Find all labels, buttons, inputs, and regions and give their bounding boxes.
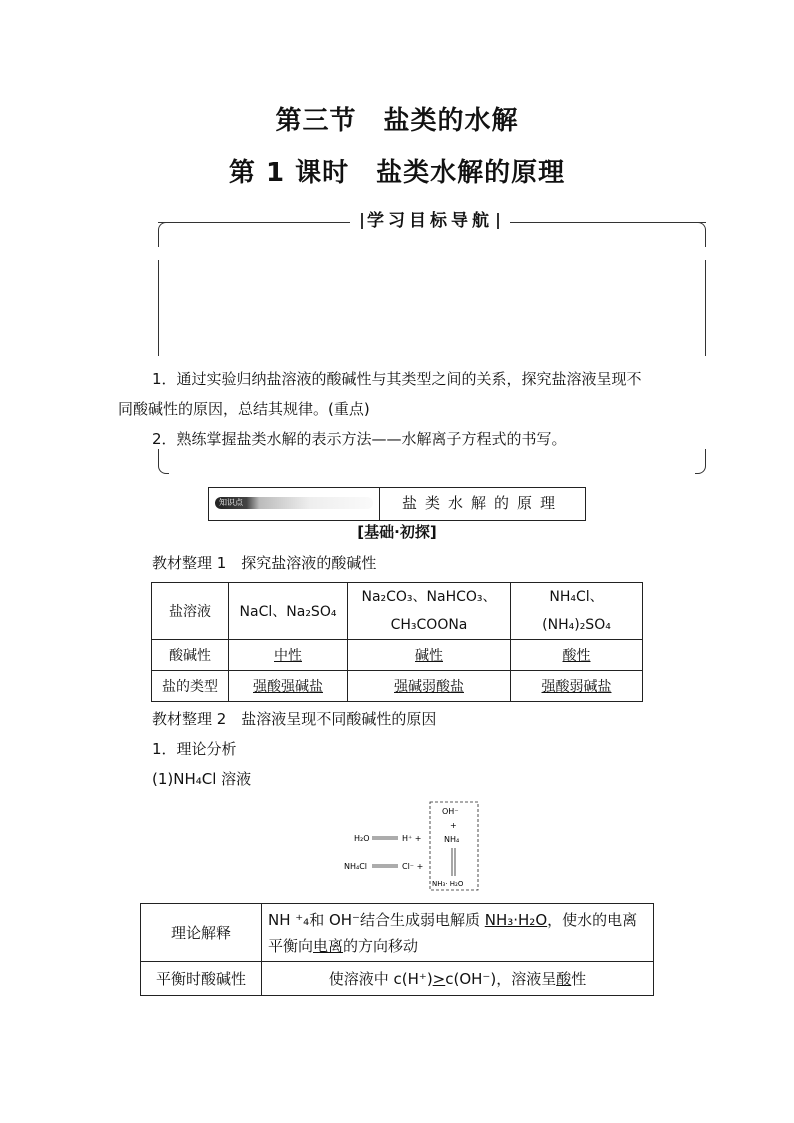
box-corner bbox=[158, 222, 169, 247]
table-cell bbox=[262, 962, 654, 996]
nh4cl-analysis-table bbox=[140, 903, 654, 996]
hydrolysis-diagram-svg bbox=[340, 800, 490, 892]
answer: 强酸弱碱盐 bbox=[541, 679, 612, 695]
banner-title: 盐类水解的原理 bbox=[401, 494, 563, 512]
text-run: ，使水的电离 bbox=[547, 910, 638, 929]
diagram-oh-minus: OH⁻ bbox=[442, 807, 459, 816]
goal-1-line-2: 同酸碱性的原因，总结其规律。(重点) bbox=[118, 400, 370, 418]
table-cell: 平衡时酸碱性 bbox=[141, 962, 262, 996]
table-cell bbox=[511, 583, 643, 640]
goal-2: 2．熟练掌握盐类水解的表示方法——水解离子方程式的书写。 bbox=[152, 430, 567, 448]
table-cell bbox=[229, 640, 348, 671]
label-divider bbox=[497, 213, 499, 229]
table-cell bbox=[348, 583, 511, 640]
table-cell: 酸碱性 bbox=[152, 640, 229, 671]
table-row bbox=[152, 671, 643, 702]
text-run: 的方向移动 bbox=[343, 936, 419, 955]
text-run: 使溶液中 c(H⁺) bbox=[328, 970, 433, 988]
table-row bbox=[141, 962, 654, 996]
diagram-plus: + bbox=[450, 821, 457, 830]
subheading-theory: 1．理论分析 bbox=[152, 740, 237, 758]
learning-goals-label-text: 学习目标导航 bbox=[367, 211, 493, 231]
table-row bbox=[152, 640, 643, 671]
answer: 酸性 bbox=[562, 648, 591, 664]
hydrolysis-diagram bbox=[340, 800, 490, 892]
banner-left bbox=[209, 488, 380, 520]
banner-pill-text: 知识点 bbox=[219, 498, 243, 507]
answer: 强酸强碱盐 bbox=[253, 679, 323, 695]
table-cell: 理论解释 bbox=[141, 904, 262, 962]
text-run: c(OH⁻)，溶液呈 bbox=[445, 970, 557, 988]
diagram-nh4cl: NH₄Cl bbox=[344, 862, 368, 871]
box-side bbox=[158, 260, 159, 356]
box-corner bbox=[695, 222, 706, 247]
diagram-cl-minus: Cl⁻ + bbox=[402, 862, 424, 871]
section-title: 第三节 盐类的水解 bbox=[275, 106, 519, 136]
text-run: NH ⁺₄和 OH⁻结合生成弱电解质 bbox=[268, 910, 485, 929]
cell-line: NH₄Cl、 bbox=[549, 589, 604, 605]
diagram-h-plus: H⁺ + bbox=[402, 834, 422, 843]
box-side bbox=[705, 260, 706, 356]
answer: 碱性 bbox=[415, 648, 443, 664]
table-cell bbox=[229, 671, 348, 702]
answer: 中性 bbox=[274, 648, 302, 664]
cell-line: (NH₄)₂SO₄ bbox=[542, 617, 611, 633]
section-1-heading: 教材整理 1 探究盐溶液的酸碱性 bbox=[152, 554, 377, 572]
cell-line: CH₃COONa bbox=[390, 617, 468, 633]
answer: 电离 bbox=[313, 936, 344, 955]
table-cell: 盐的类型 bbox=[152, 671, 229, 702]
lesson-title: 第 1 课时 盐类水解的原理 bbox=[228, 158, 566, 188]
diagram-h2o: H₂O bbox=[354, 834, 370, 843]
diagram-nh3-h2o: NH₃· H₂O bbox=[432, 880, 464, 888]
subheading-nh4cl: (1)NH₄Cl 溶液 bbox=[152, 770, 252, 788]
diagram-nh4: NH₄ bbox=[444, 835, 460, 844]
table-cell bbox=[262, 904, 654, 962]
section-2-heading: 教材整理 2 盐溶液呈现不同酸碱性的原因 bbox=[152, 710, 437, 728]
banner-subtitle: [基础·初探] bbox=[357, 523, 437, 541]
table-row bbox=[141, 904, 654, 962]
label-divider bbox=[361, 213, 363, 229]
box-corner bbox=[695, 449, 706, 474]
answer: NH₃·H₂O bbox=[484, 910, 548, 929]
salt-acidity-table bbox=[151, 582, 643, 702]
learning-goals-label bbox=[350, 208, 510, 234]
goal-1-line-1: 1．通过实验归纳盐溶液的酸碱性与其类型之间的关系，探究盐溶液呈现不 bbox=[152, 370, 642, 388]
box-corner bbox=[158, 449, 169, 474]
answer: 强碱弱酸盐 bbox=[394, 679, 464, 695]
answer: > bbox=[432, 970, 446, 988]
text-run: 性 bbox=[571, 970, 587, 988]
answer: 酸 bbox=[556, 970, 572, 988]
table-cell bbox=[348, 640, 511, 671]
topic-banner bbox=[208, 487, 586, 521]
table-cell: 盐溶液 bbox=[152, 583, 229, 640]
table-cell: NaCl、Na₂SO₄ bbox=[229, 583, 348, 640]
text-run: 平衡向 bbox=[268, 936, 314, 955]
table-cell bbox=[511, 671, 643, 702]
cell-line: Na₂CO₃、NaHCO₃、 bbox=[361, 589, 497, 605]
table-cell bbox=[348, 671, 511, 702]
table-row bbox=[152, 583, 643, 640]
table-cell bbox=[511, 640, 643, 671]
